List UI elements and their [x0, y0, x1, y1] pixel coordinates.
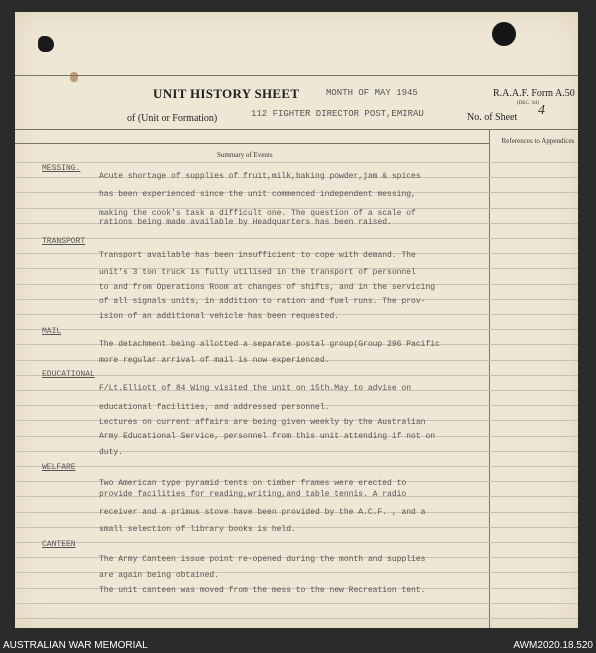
text-line: to and from Operations Room at changes of shifts, and in the servicing	[99, 283, 436, 292]
section-heading-transport: TRANSPORT	[42, 237, 86, 246]
archive-name: AUSTRALIAN WAR MEMORIAL	[3, 640, 148, 651]
document-sheet	[15, 12, 578, 628]
text-line: Army Educational Service, personnel from this unit attending if not on	[99, 432, 436, 441]
text-line: Acute shortage of supplies of fruit,milk,baking powder,jam & spices	[99, 172, 421, 181]
rust-stain	[70, 72, 78, 82]
ruled-line	[15, 162, 578, 163]
summary-header-rule	[15, 143, 489, 144]
text-line: The detachment being allotted a separate postal group(Group 296 Pacific	[99, 340, 440, 349]
header-bottom-rule	[15, 129, 578, 130]
ruled-line	[15, 603, 578, 604]
form-id: R.A.A.F. Form A.50	[493, 88, 575, 99]
sheet-number: 4	[538, 103, 545, 118]
ruled-line	[15, 375, 578, 376]
text-line: Lectures on current affairs are being given weekly by the Australian	[99, 418, 426, 427]
text-line: more regular arrival of mail is now experienced.	[99, 356, 330, 365]
text-line: educational facilities, and addressed personnel.	[99, 403, 330, 412]
section-heading-canteen: CANTEEN	[42, 540, 76, 549]
text-line: Transport available has been insufficient to cope with demand. The	[99, 251, 416, 260]
form-date: (DEC. '44)	[517, 101, 539, 106]
ruled-line	[15, 542, 578, 543]
text-line: making the cook's task a difficult one. The question of a scale of	[99, 209, 416, 218]
text-line: F/Lt.Elliott of 84 Wing visited the unit on 15th.May to advise on	[99, 384, 412, 393]
text-line: unit's 3 ton truck is fully utilised in the transport of personnel	[99, 268, 416, 277]
text-line: provide facilities for reading,writing,and table tennis. A radio	[99, 490, 407, 499]
column-divider	[489, 129, 490, 628]
ruled-line	[15, 466, 578, 467]
accession-number: AWM2020.18.520	[513, 640, 593, 651]
text-line: of all signals units, in addition to ration and fuel runs. The prov-	[99, 297, 426, 306]
punch-hole	[492, 22, 516, 46]
section-heading-welfare: WELFARE	[42, 463, 76, 472]
unit-value: 112 FIGHTER DIRECTOR POST,EMIRAU	[251, 109, 424, 119]
text-line: The unit canteen was moved from the mess to the new Recreation tent.	[99, 586, 426, 595]
month-label: MONTH OF MAY 1945	[326, 88, 418, 98]
text-line: rations being made available by Headquarters has been raised.	[99, 218, 392, 227]
summary-header: Summary of Events	[217, 151, 273, 159]
sheet-label: No. of Sheet	[467, 112, 518, 123]
section-heading-educational: EDUCATIONAL	[42, 370, 95, 379]
text-line: duty.	[99, 448, 124, 457]
text-line: ision of an additional vehicle has been requested.	[99, 312, 340, 321]
text-line: The Army Canteen issue point re-opened during the month and supplies	[99, 555, 426, 564]
header-top-rule	[15, 75, 578, 76]
text-line: receiver and a primus stove have been provided by the A.C.F. , and a	[99, 508, 426, 517]
text-line: Two American type pyramid tents on timber frames were erected to	[99, 479, 407, 488]
torn-hole	[38, 36, 54, 52]
text-line: are again being obtained.	[99, 571, 220, 580]
footer-bar	[0, 640, 596, 653]
ruled-line	[15, 329, 578, 330]
text-line: has been experienced since the unit commenced independent messing,	[99, 190, 416, 199]
section-heading-messing: MESSING.	[42, 164, 81, 173]
unit-label: of (Unit or Formation)	[127, 113, 218, 124]
text-line: small selection of library books is held.	[99, 525, 296, 534]
section-heading-mail: MAIL	[42, 327, 62, 336]
ruled-line	[15, 238, 578, 239]
ruled-line	[15, 618, 578, 619]
form-title: UNIT HISTORY SHEET	[153, 86, 300, 101]
references-header: References to Appendices	[501, 137, 575, 145]
